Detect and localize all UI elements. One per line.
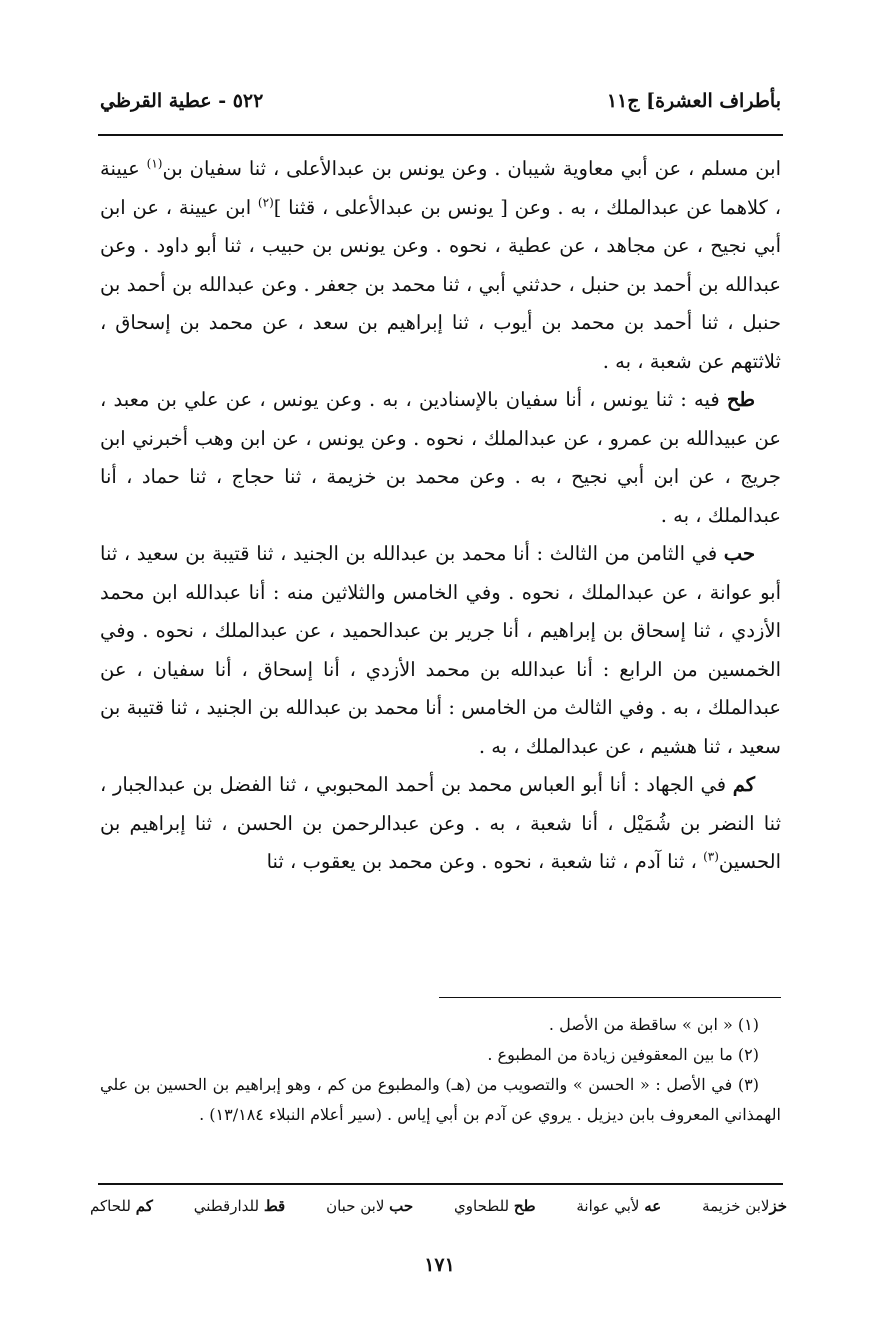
legend-name: للطحاوي: [454, 1197, 510, 1215]
footnote-2: (٢) ما بين المعقوفين زيادة من المطبوع .: [487, 1045, 759, 1064]
legend-rule: [98, 1183, 783, 1185]
paragraph-text: عيينة ، كلاهما عن عبدالملك ، به . وعن [ يونس بن عبدالأعلى ، قثنا ]: [100, 157, 781, 219]
running-header: [100, 90, 781, 130]
main-text: [100, 150, 781, 882]
legend-code: طح: [513, 1197, 536, 1215]
footnote-3: (٣) في الأصل : « الحسن » والتصويب من (هـ) والمطبوع من كم ، وهو إبراهيم بن الحسين بن علي الهمذاني المعروف بابن ديزيل . يروي عن آدم بن أبي إياس . (سير أعلام النبلاء ١٣/١٨٤) .: [100, 1075, 781, 1124]
source-code-tah: طح: [726, 388, 755, 411]
legend-item-tah: [454, 1197, 535, 1227]
legend-code: قط: [263, 1197, 286, 1215]
paragraph-text: فيه : ثنا يونس ، أنا سفيان بالإسنادين ، به . وعن يونس ، عن علي بن معبد ، عن عبيدالله بن عمرو ، عن عبدالملك ، نحوه . وعن يونس ، عن ابن وهب أخبرني ابن جريج ، عن ابن أبي نجيح ، به . وعن محمد بن خزيمة ، ثنا حجاج ، ثنا حماد ، أنا عبدالملك ، به .: [100, 388, 781, 527]
paragraph-text: ابن عيينة ، عن ابن أبي نجيح ، عن مجاهد ، عن عطية ، نحوه . وعن يونس بن حبيب ، ثنا أبو داود . وعن عبدالله بن أحمد بن حنبل ، حدثني أبي ، ثنا محمد بن جعفر . وعن عبدالله بن أحمد بن حنبل ، ثنا أحمد بن محمد بن أيوب ، ثنا إبراهيم بن سعد ، عن محمد بن إسحاق ، ثلاثتهم عن شعبة ، به .: [100, 195, 781, 373]
legend-name: لأبي عوانة: [576, 1197, 640, 1215]
paragraph-text: في الثامن من الثالث : أنا محمد بن عبدالله بن الجنيد ، ثنا قتيبة بن سعيد ، ثنا أبو عوانة ، عن عبدالملك ، نحوه . وفي الخامس والثلاثين منه : أنا عبدالله ابن محمد الأزدي ، ثنا إسحاق بن إبراهيم ، أنا جرير بن عبدالحميد ، عن عبدالملك ، نحوه . وفي الخمسين من الرابع : أنا عبدالله بن محمد الأزدي ، أنا إسحاق ، أنا سفيان ، عن عبدالملك ، به . وفي الثالث من الخامس : أنا محمد بن عبدالله بن الجنيد ، ثنا قتيبة بن سعيد ، ثنا هشيم ، عن عبدالملك ، به .: [100, 542, 781, 758]
footnote-ref-1: (١): [146, 156, 163, 171]
legend-item-khz: [702, 1197, 787, 1227]
paragraph-text: في الجهاد : أنا أبو العباس محمد بن أحمد المحبوبي ، ثنا الفضل بن عبدالجبار ، ثنا النضر بن شُمَيْل ، أنا شعبة ، به . وعن عبدالرحمن بن الحسن ، ثنا إبراهيم بن الحسين: [100, 773, 781, 873]
legend-code: عه: [644, 1197, 662, 1215]
paragraph-text: ابن مسلم ، عن أبي معاوية شيبان . وعن يونس بن عبدالأعلى ، ثنا سفيان بن: [162, 157, 781, 180]
legend-name: للدارقطني: [193, 1197, 260, 1215]
header-section-title: ٥٢٢ - عطية القرظي: [100, 90, 264, 112]
footnote-1: (١) « ابن » ساقطة من الأصل .: [548, 1015, 759, 1034]
page-number: ١٧١: [424, 1254, 455, 1276]
paragraph-text: ، ثنا آدم ، ثنا شعبة ، نحوه . وعن محمد بن يعقوب ، ثنا: [266, 850, 704, 873]
header-book-title: بأطراف العشرة] ج١١: [606, 90, 781, 112]
legend-name: للحاكم: [90, 1197, 131, 1215]
header-rule: [98, 134, 783, 136]
legend-item-hib: [326, 1197, 413, 1227]
legend-code: خز: [769, 1197, 787, 1215]
footnote-ref-3: (٣): [703, 849, 719, 864]
paragraph-1: [100, 150, 781, 381]
paragraph-3: [100, 535, 781, 766]
legend-name: لابن حبان: [326, 1197, 385, 1215]
legend-code: حب: [389, 1197, 414, 1215]
legend-item-kam: [90, 1197, 153, 1227]
footnote-ref-2: (٢): [257, 195, 274, 209]
paragraph-4: [100, 766, 781, 882]
paragraph-2: [100, 381, 781, 535]
footnote-rule: [439, 997, 781, 998]
source-code-kam: كم: [732, 773, 755, 796]
legend-code: كم: [135, 1197, 153, 1215]
abbreviation-legend: [90, 1197, 787, 1227]
legend-item-ah: [576, 1197, 661, 1227]
legend-item-qt: [194, 1197, 286, 1227]
source-code-hib: حب: [723, 542, 755, 565]
legend-name: لابن خزيمة: [702, 1197, 770, 1215]
footnotes: [100, 1010, 781, 1130]
